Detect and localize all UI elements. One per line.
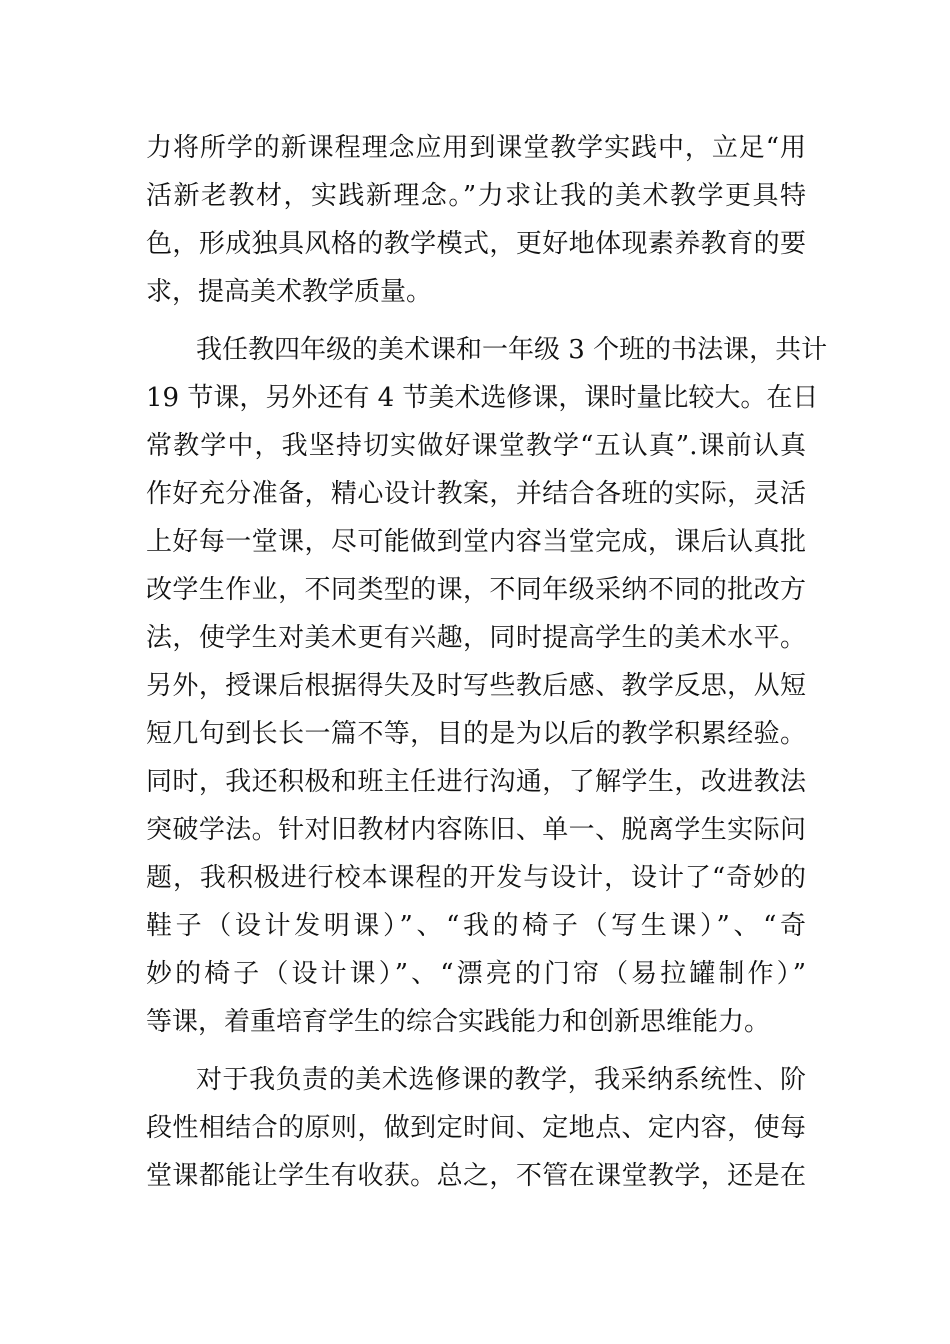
text-line: 短几句到长长一篇不等，目的是为以后的教学积累经验。 (146, 719, 806, 749)
document-body (146, 124, 828, 1200)
text-line: 色，形成独具风格的教学模式，更好地体现素养教育的要 (146, 229, 806, 259)
text-line: 法，使学生对美术更有兴趣，同时提高学生的美术水平。 (146, 623, 806, 653)
text-line: 改学生作业，不同类型的课，不同年级采纳不同的批改方 (146, 575, 806, 605)
text-line: 突破学法。针对旧教材内容陈旧、单一、脱离学生实际问 (146, 815, 806, 845)
paragraph-2 (146, 326, 828, 1046)
text-line: 19 节课，另外还有 4 节美术选修课，课时量比较大。在日 (146, 383, 819, 413)
text-line: 妙的椅子（设计课）”、“漂亮的门帘（易拉罐制作）” (146, 959, 806, 989)
text-line: 段性相结合的原则，做到定时间、定地点、定内容，使每 (146, 1113, 806, 1143)
text-line: 我任教四年级的美术课和一年级 3 个班的书法课，共计 (196, 335, 828, 365)
text-line: 题，我积极进行校本课程的开发与设计，设计了“奇妙的 (146, 863, 806, 893)
paragraph-gap (146, 316, 806, 326)
text-line: 上好每一堂课，尽可能做到堂内容当堂完成，课后认真批 (146, 527, 806, 557)
paragraph-gap (146, 1046, 806, 1056)
text-line: 求，提高美术教学质量。 (146, 277, 433, 307)
text-line: 作好充分准备，精心设计教案，并结合各班的实际，灵活 (146, 479, 806, 509)
text-line: 力将所学的新课程理念应用到课堂教学实践中，立足“用 (146, 133, 806, 163)
text-line: 另外，授课后根据得失及时写些教后感、教学反思，从短 (146, 671, 806, 701)
text-line: 鞋子（设计发明课）”、“我的椅子（写生课）”、“奇 (146, 911, 806, 941)
text-line: 同时，我还积极和班主任进行沟通，了解学生，改进教法 (146, 767, 806, 797)
text-line: 堂课都能让学生有收获。总之，不管在课堂教学，还是在 (146, 1161, 806, 1191)
text-line: 对于我负责的美术选修课的教学，我采纳系统性、阶 (196, 1065, 806, 1095)
text-line: 活新老教材，实践新理念。”力求让我的美术教学更具特 (146, 181, 806, 211)
text-line: 等课，着重培育学生的综合实践能力和创新思维能力。 (146, 1007, 771, 1037)
paragraph-1 (146, 124, 806, 316)
text-line: 常教学中，我坚持切实做好课堂教学“五认真”.课前认真 (146, 431, 806, 461)
paragraph-3 (146, 1056, 806, 1200)
